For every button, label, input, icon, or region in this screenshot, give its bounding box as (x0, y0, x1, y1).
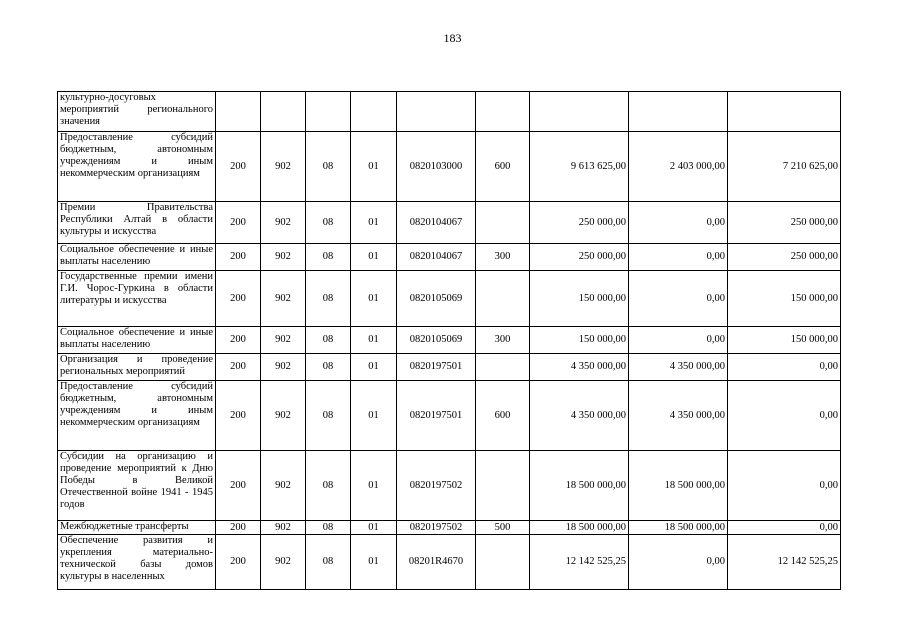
table-row (58, 354, 841, 381)
target-article-code: 0820104067 (397, 202, 476, 244)
amount-total: 4 350 000,00 (530, 354, 629, 381)
target-article-code (397, 92, 476, 132)
amount-regional: 150 000,00 (728, 271, 841, 327)
section-code: 08 (306, 327, 351, 354)
code-1: 200 (216, 381, 261, 451)
ministry-code: 902 (261, 535, 306, 590)
target-article-code: 0820197502 (397, 521, 476, 535)
expense-type-code (476, 451, 530, 521)
target-article-code: 08201R4670 (397, 535, 476, 590)
ministry-code: 902 (261, 132, 306, 202)
table-row (58, 381, 841, 451)
subsection-code: 01 (351, 535, 397, 590)
amount-regional: 7 210 625,00 (728, 132, 841, 202)
amount-federal: 2 403 000,00 (629, 132, 728, 202)
subsection-code: 01 (351, 132, 397, 202)
subsection-code (351, 92, 397, 132)
subsection-code: 01 (351, 202, 397, 244)
amount-regional (728, 92, 841, 132)
ministry-code: 902 (261, 327, 306, 354)
expense-type-code: 600 (476, 381, 530, 451)
amount-federal: 4 350 000,00 (629, 381, 728, 451)
ministry-code (261, 92, 306, 132)
expense-type-code (476, 92, 530, 132)
ministry-code: 902 (261, 451, 306, 521)
row-description: Премии Правительства Республики Алтай в области культуры и искусства (58, 202, 216, 244)
code-1 (216, 92, 261, 132)
table-row (58, 132, 841, 202)
table-row (58, 535, 841, 590)
ministry-code: 902 (261, 354, 306, 381)
section-code: 08 (306, 451, 351, 521)
amount-total (530, 92, 629, 132)
subsection-code: 01 (351, 271, 397, 327)
row-description: культурно-досуговых мероприятий регионального значения (58, 92, 216, 132)
section-code: 08 (306, 354, 351, 381)
subsection-code: 01 (351, 381, 397, 451)
amount-total: 250 000,00 (530, 244, 629, 271)
target-article-code: 0820105069 (397, 271, 476, 327)
expense-type-code (476, 202, 530, 244)
section-code: 08 (306, 132, 351, 202)
code-1: 200 (216, 327, 261, 354)
row-description: Предоставление субсидий бюджетным, автономным учреждениям и иным некоммерческим организациям (58, 381, 216, 451)
target-article-code: 0820104067 (397, 244, 476, 271)
amount-total: 250 000,00 (530, 202, 629, 244)
ministry-code: 902 (261, 271, 306, 327)
amount-federal: 4 350 000,00 (629, 354, 728, 381)
amount-regional: 150 000,00 (728, 327, 841, 354)
section-code (306, 92, 351, 132)
budget-table (57, 91, 841, 590)
subsection-code: 01 (351, 327, 397, 354)
section-code: 08 (306, 271, 351, 327)
table-row (58, 521, 841, 535)
amount-total: 18 500 000,00 (530, 521, 629, 535)
row-description: Социальное обеспечение и иные выплаты населению (58, 244, 216, 271)
expense-type-code (476, 535, 530, 590)
amount-regional: 0,00 (728, 354, 841, 381)
subsection-code: 01 (351, 354, 397, 381)
section-code: 08 (306, 244, 351, 271)
code-1: 200 (216, 271, 261, 327)
amount-total: 12 142 525,25 (530, 535, 629, 590)
amount-federal: 0,00 (629, 535, 728, 590)
code-1: 200 (216, 354, 261, 381)
amount-total: 18 500 000,00 (530, 451, 629, 521)
amount-regional: 12 142 525,25 (728, 535, 841, 590)
table-row (58, 202, 841, 244)
row-description: Организация и проведение региональных мероприятий (58, 354, 216, 381)
expense-type-code: 300 (476, 327, 530, 354)
amount-regional: 250 000,00 (728, 202, 841, 244)
code-1: 200 (216, 521, 261, 535)
table-row (58, 244, 841, 271)
code-1: 200 (216, 202, 261, 244)
section-code: 08 (306, 381, 351, 451)
code-1: 200 (216, 244, 261, 271)
subsection-code: 01 (351, 451, 397, 521)
target-article-code: 0820197501 (397, 354, 476, 381)
row-description: Предоставление субсидий бюджетным, автономным учреждениям и иным некоммерческим организациям (58, 132, 216, 202)
amount-total: 150 000,00 (530, 327, 629, 354)
amount-federal: 0,00 (629, 202, 728, 244)
amount-total: 150 000,00 (530, 271, 629, 327)
expense-type-code (476, 354, 530, 381)
section-code: 08 (306, 202, 351, 244)
row-description: Обеспечение развития и укрепления материально-технической базы домов культуры в населенных (58, 535, 216, 590)
expense-type-code: 300 (476, 244, 530, 271)
ministry-code: 902 (261, 381, 306, 451)
amount-federal (629, 92, 728, 132)
table-row (58, 92, 841, 132)
subsection-code: 01 (351, 521, 397, 535)
amount-total: 9 613 625,00 (530, 132, 629, 202)
amount-federal: 18 500 000,00 (629, 521, 728, 535)
amount-regional: 0,00 (728, 381, 841, 451)
target-article-code: 0820197501 (397, 381, 476, 451)
page-number: 183 (443, 31, 462, 45)
amount-federal: 18 500 000,00 (629, 451, 728, 521)
ministry-code: 902 (261, 244, 306, 271)
amount-regional: 0,00 (728, 521, 841, 535)
row-description: Межбюджетные трансферты (58, 521, 216, 535)
amount-federal: 0,00 (629, 271, 728, 327)
target-article-code: 0820197502 (397, 451, 476, 521)
expense-type-code: 500 (476, 521, 530, 535)
target-article-code: 0820105069 (397, 327, 476, 354)
row-description: Субсидии на организацию и проведение мероприятий к Дню Победы в Великой Отечественной войне 1941 - 1945 годов (58, 451, 216, 521)
code-1: 200 (216, 535, 261, 590)
target-article-code: 0820103000 (397, 132, 476, 202)
amount-regional: 250 000,00 (728, 244, 841, 271)
section-code: 08 (306, 521, 351, 535)
amount-regional: 0,00 (728, 451, 841, 521)
table-row (58, 271, 841, 327)
amount-total: 4 350 000,00 (530, 381, 629, 451)
table-row (58, 451, 841, 521)
section-code: 08 (306, 535, 351, 590)
ministry-code: 902 (261, 521, 306, 535)
code-1: 200 (216, 451, 261, 521)
amount-federal: 0,00 (629, 244, 728, 271)
table-row (58, 327, 841, 354)
ministry-code: 902 (261, 202, 306, 244)
expense-type-code: 600 (476, 132, 530, 202)
expense-type-code (476, 271, 530, 327)
row-description: Государственные премии имени Г.И. Чорос-Гуркина в области литературы и искусства (58, 271, 216, 327)
row-description: Социальное обеспечение и иные выплаты населению (58, 327, 216, 354)
amount-federal: 0,00 (629, 327, 728, 354)
subsection-code: 01 (351, 244, 397, 271)
code-1: 200 (216, 132, 261, 202)
